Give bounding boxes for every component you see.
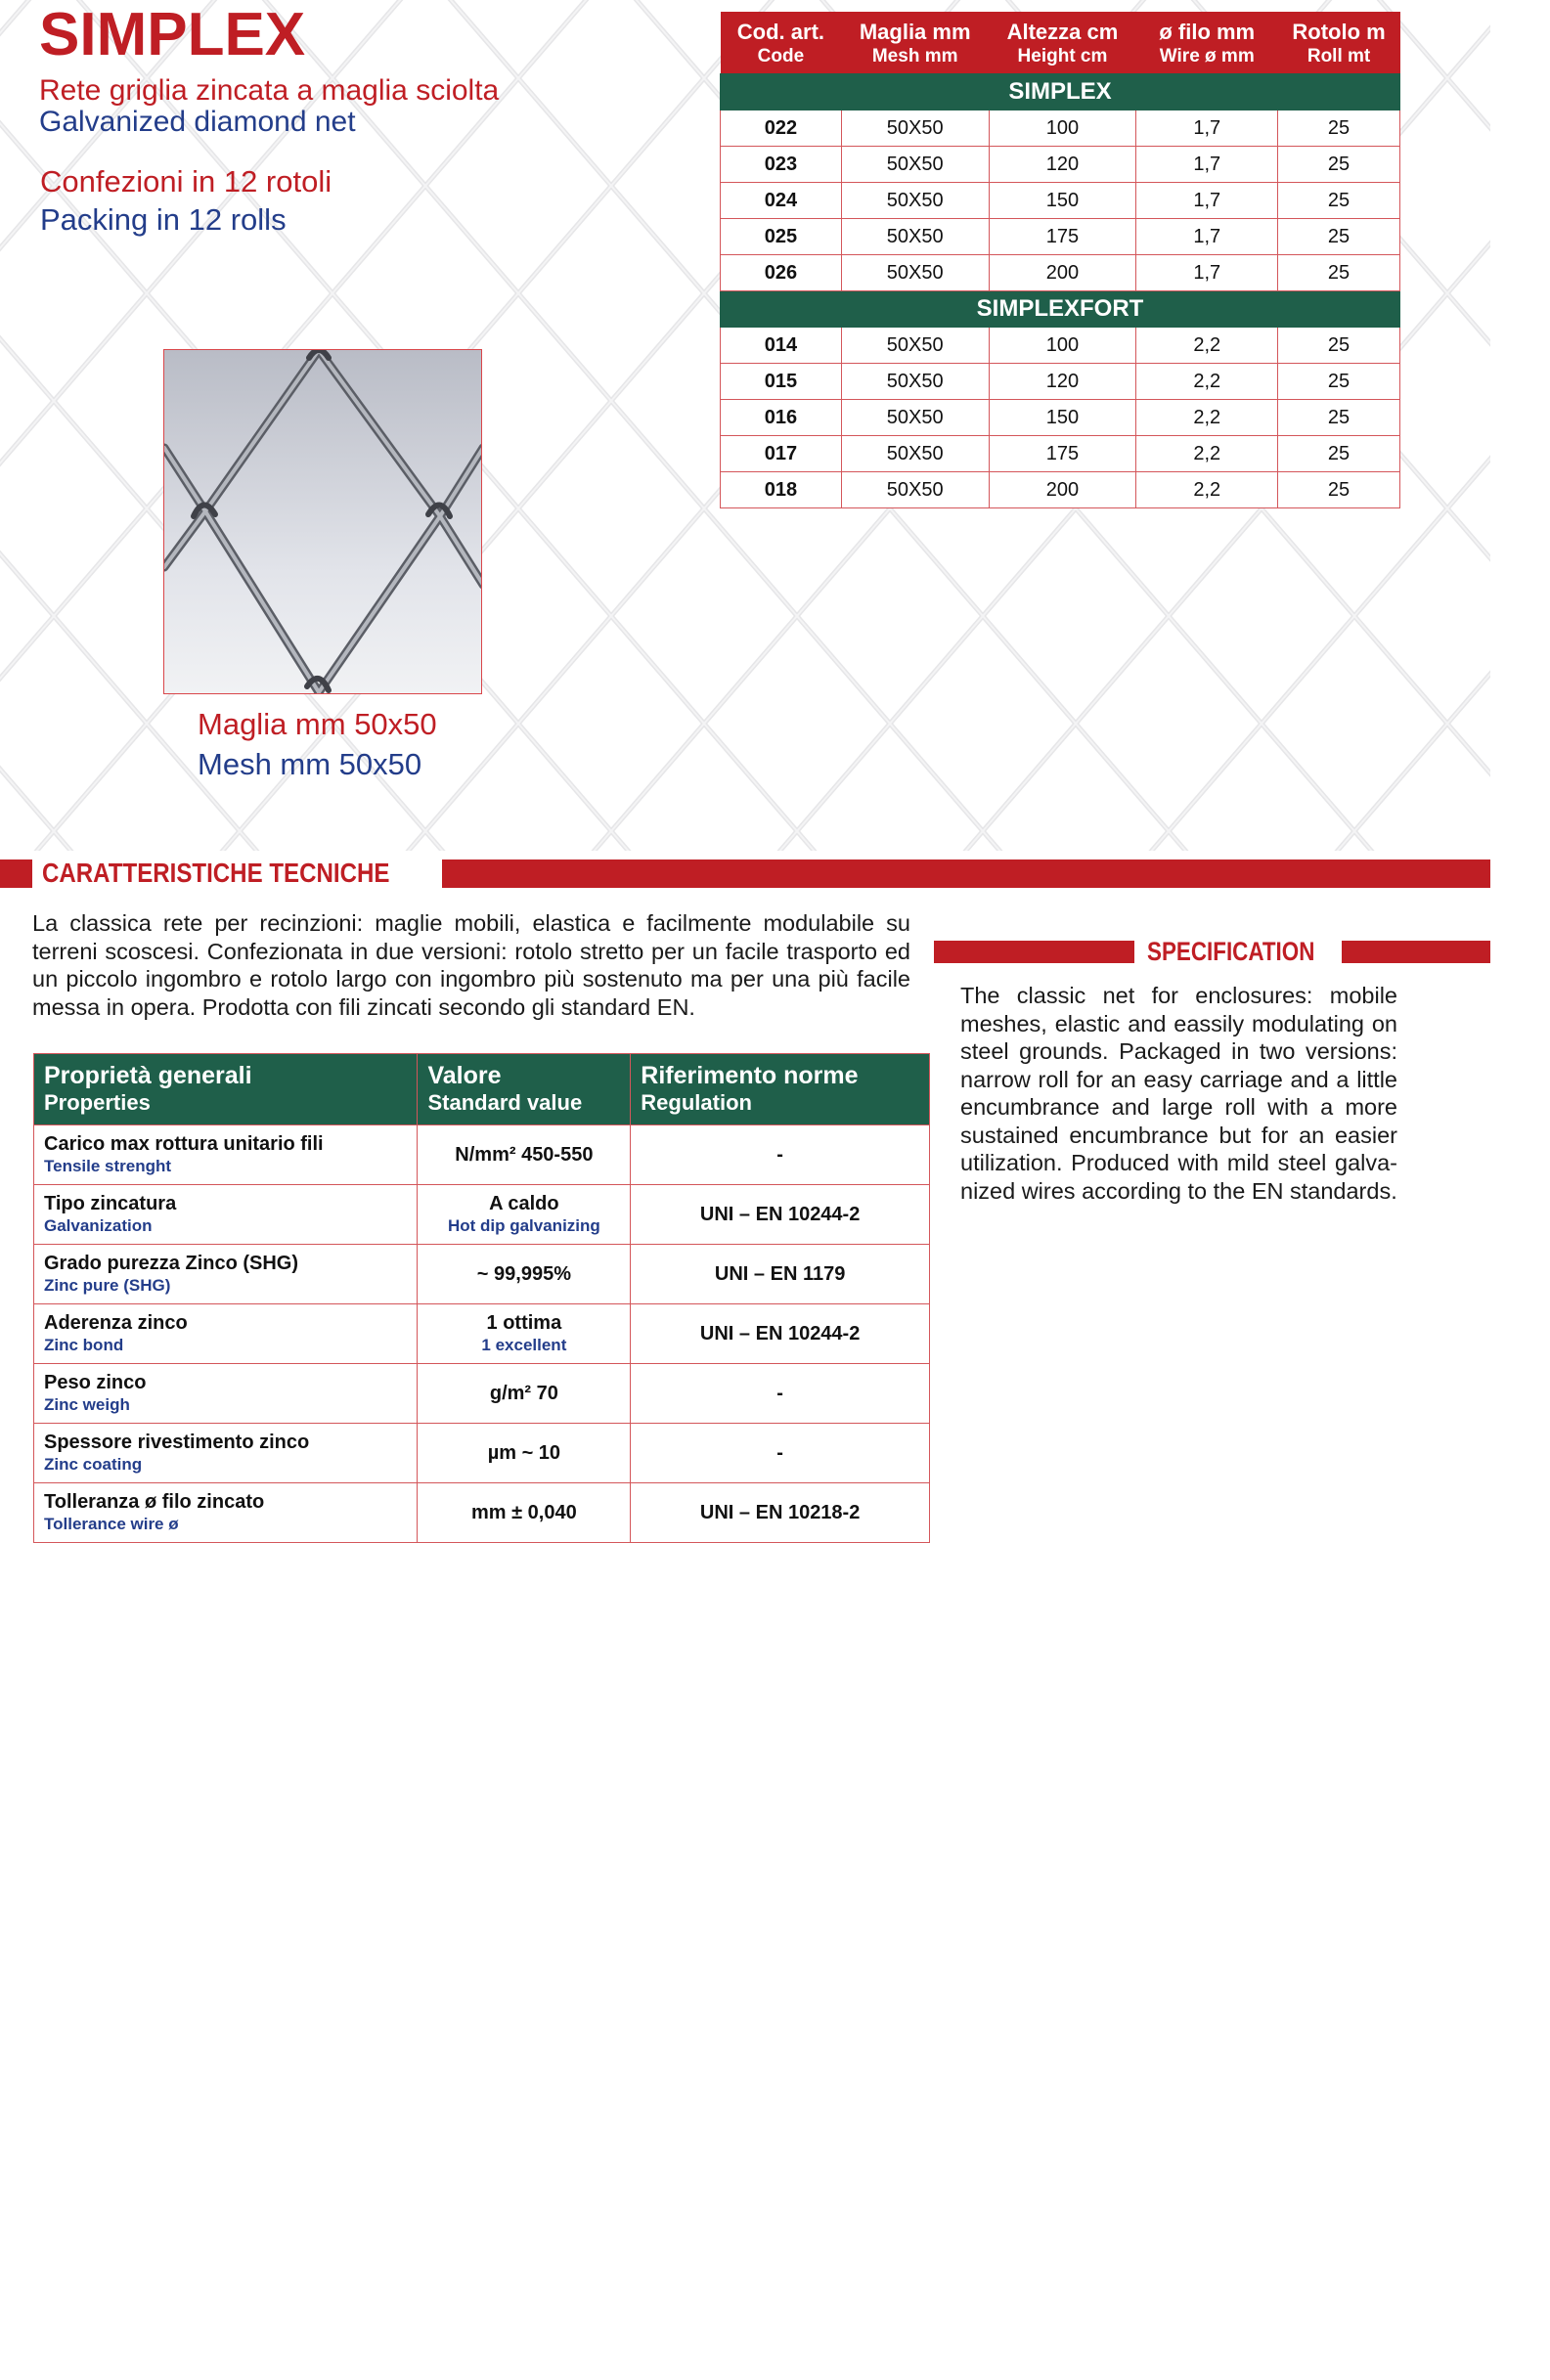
properties-table-body	[34, 1125, 930, 1543]
group-band-row	[721, 74, 1400, 110]
cell-height: 120	[989, 364, 1136, 400]
property-name-english: Galvanization	[44, 1216, 153, 1235]
property-name: Carico max rottura unitario fili	[44, 1133, 324, 1155]
cell-roll-length: 25	[1278, 436, 1400, 472]
cell-code: 024	[721, 183, 842, 219]
property-name: Spessore rivestimento zinco	[44, 1432, 310, 1453]
tech-description: La classica rete per recinzioni: maglie mobili, elastica e facilmente modulabile su terreni scoscesi. Confezionata in due versioni: rotolo stretto per un facile trasporto ed un piccolo ingombro e rotolo largo con ingombro più sostenuto ma per una più facile messa in opera. Prodotta con fili zincati secondo gli standard EN.	[32, 910, 910, 1020]
cell-mesh: 50X50	[841, 255, 989, 291]
section-title-spec: SPECIFICATION	[1147, 937, 1315, 966]
value-text: N/mm² 450-550	[455, 1144, 594, 1166]
cell-regulation: -	[631, 1125, 930, 1185]
cell-value	[418, 1364, 631, 1424]
cell-roll-length: 25	[1278, 364, 1400, 400]
value-text: 1 ottima	[486, 1312, 562, 1334]
column-header-label: Maglia mm	[859, 19, 971, 44]
property-name: Peso zinco	[44, 1372, 147, 1393]
cell-height: 175	[989, 436, 1136, 472]
column-header-roll	[1278, 12, 1400, 74]
value-text-english: Hot dip galvanizing	[447, 1216, 600, 1235]
cell-code: 015	[721, 364, 842, 400]
column-header-label: Riferimento norme	[641, 1062, 859, 1089]
column-header-sublabel: Properties	[44, 1090, 151, 1115]
column-header-value	[418, 1054, 631, 1125]
cell-regulation: UNI – EN 10244-2	[631, 1304, 930, 1364]
cell-value	[418, 1245, 631, 1304]
cell-mesh: 50X50	[841, 364, 989, 400]
table-row	[721, 436, 1400, 472]
section-bar-left	[0, 859, 32, 888]
table-row	[721, 328, 1400, 364]
cell-mesh: 50X50	[841, 219, 989, 255]
cell-mesh: 50X50	[841, 400, 989, 436]
table-row	[34, 1304, 930, 1364]
group-band-row	[721, 291, 1400, 328]
table-row	[34, 1364, 930, 1424]
column-header-mesh	[841, 12, 989, 74]
cell-wire-diameter: 2,2	[1136, 400, 1278, 436]
spec-bar-left	[934, 941, 1134, 963]
cell-code: 026	[721, 255, 842, 291]
column-header-label: ø filo mm	[1159, 19, 1256, 44]
column-header-label: Proprietà generali	[44, 1062, 252, 1089]
cell-wire-diameter: 1,7	[1136, 147, 1278, 183]
cell-height: 200	[989, 472, 1136, 508]
cell-mesh: 50X50	[841, 147, 989, 183]
column-header-label: Valore	[427, 1062, 502, 1089]
cell-mesh: 50X50	[841, 183, 989, 219]
cell-property	[34, 1424, 418, 1483]
column-header-sublabel: Height cm	[1017, 45, 1108, 66]
table-row	[721, 147, 1400, 183]
product-title: SIMPLEX	[39, 1, 306, 68]
cell-code: 025	[721, 219, 842, 255]
spec-description: The classic net for enclosures: mobile meshes, elastic and eassily modulating on steel grounds. Packaged in two versions: narrow roll for an easy carriage and a little encumbrance and large roll with a more sustained encumbrance but for an easier utilization. Produced with mild steel galva-nized wires according to the EN standards.	[960, 983, 1397, 1204]
column-header-sublabel: Mesh mm	[871, 45, 958, 66]
product-table-header	[721, 12, 1400, 74]
cell-roll-length: 25	[1278, 219, 1400, 255]
cell-roll-length: 25	[1278, 147, 1400, 183]
cell-height: 150	[989, 400, 1136, 436]
table-row	[721, 400, 1400, 436]
cell-height: 120	[989, 147, 1136, 183]
cell-wire-diameter: 1,7	[1136, 255, 1278, 291]
value-text-english: 1 excellent	[481, 1336, 567, 1354]
column-header-height	[989, 12, 1136, 74]
cell-roll-length: 25	[1278, 328, 1400, 364]
property-name-english: Tensile strenght	[44, 1157, 172, 1175]
cell-code: 022	[721, 110, 842, 147]
section-bar-right	[442, 859, 1490, 888]
cell-height: 100	[989, 110, 1136, 147]
cell-height: 175	[989, 219, 1136, 255]
column-header-properties	[34, 1054, 418, 1125]
property-name-english: Zinc bond	[44, 1336, 124, 1354]
cell-roll-length: 25	[1278, 400, 1400, 436]
column-header-label: Cod. art.	[736, 19, 825, 44]
cell-height: 150	[989, 183, 1136, 219]
cell-mesh: 50X50	[841, 436, 989, 472]
group-band-simplexfort: SIMPLEXFORT	[721, 291, 1400, 328]
cell-wire-diameter: 1,7	[1136, 219, 1278, 255]
cell-code: 014	[721, 328, 842, 364]
cell-mesh: 50X50	[841, 328, 989, 364]
property-name: Tolleranza ø filo zincato	[44, 1491, 265, 1513]
cell-property	[34, 1304, 418, 1364]
product-table	[720, 12, 1400, 508]
cell-code: 016	[721, 400, 842, 436]
column-header-sublabel: Code	[757, 45, 805, 66]
column-header-label: Rotolo m	[1292, 19, 1386, 44]
table-row	[34, 1483, 930, 1543]
subtitle-english: Galvanized diamond net	[39, 106, 356, 138]
property-name-english: Zinc coating	[44, 1455, 143, 1474]
cell-code: 018	[721, 472, 842, 508]
cell-regulation: UNI – EN 10244-2	[631, 1185, 930, 1245]
cell-value	[418, 1125, 631, 1185]
column-header-sublabel: Regulation	[641, 1090, 752, 1115]
cell-value	[418, 1483, 631, 1543]
value-text: g/m² 70	[489, 1383, 558, 1404]
mesh-photo	[163, 349, 482, 694]
cell-code: 023	[721, 147, 842, 183]
cell-regulation: -	[631, 1424, 930, 1483]
table-row	[721, 364, 1400, 400]
property-name-english: Zinc weigh	[44, 1395, 130, 1414]
value-text: ~ 99,995%	[476, 1263, 571, 1285]
table-row	[34, 1185, 930, 1245]
table-row	[721, 472, 1400, 508]
value-text: A caldo	[489, 1193, 559, 1214]
properties-table	[33, 1053, 930, 1543]
cell-wire-diameter: 2,2	[1136, 328, 1278, 364]
cell-wire-diameter: 2,2	[1136, 436, 1278, 472]
table-row	[721, 110, 1400, 147]
value-text: mm ± 0,040	[471, 1502, 577, 1523]
column-header-sublabel: Standard value	[427, 1090, 583, 1115]
cell-roll-length: 25	[1278, 110, 1400, 147]
cell-mesh: 50X50	[841, 110, 989, 147]
spec-bar-right	[1342, 941, 1490, 963]
cell-value	[418, 1185, 631, 1245]
cell-roll-length: 25	[1278, 183, 1400, 219]
table-row	[721, 219, 1400, 255]
value-text: µm ~ 10	[487, 1442, 561, 1464]
column-header-sublabel: Wire ø mm	[1159, 45, 1255, 66]
section-title-tech: CARATTERISTICHE TECNICHE	[42, 858, 390, 888]
cell-property	[34, 1185, 418, 1245]
cell-value	[418, 1304, 631, 1364]
mesh-caption-english: Mesh mm 50x50	[198, 747, 422, 781]
table-row	[721, 183, 1400, 219]
properties-table-header	[34, 1054, 930, 1125]
column-header-wire	[1136, 12, 1278, 74]
cell-wire-diameter: 1,7	[1136, 110, 1278, 147]
cell-mesh: 50X50	[841, 472, 989, 508]
packing-english: Packing in 12 rolls	[40, 202, 287, 237]
cell-property	[34, 1125, 418, 1185]
property-name-english: Zinc pure (SHG)	[44, 1276, 171, 1295]
mesh-caption-italian: Maglia mm 50x50	[198, 707, 437, 741]
cell-code: 017	[721, 436, 842, 472]
property-name: Aderenza zinco	[44, 1312, 188, 1334]
column-header-regulation	[631, 1054, 930, 1125]
cell-height: 100	[989, 328, 1136, 364]
cell-wire-diameter: 1,7	[1136, 183, 1278, 219]
diamond-mesh-photo-icon	[164, 350, 482, 694]
cell-value	[418, 1424, 631, 1483]
column-header-label: Altezza cm	[1006, 19, 1119, 44]
cell-regulation: -	[631, 1364, 930, 1424]
cell-wire-diameter: 2,2	[1136, 472, 1278, 508]
column-header-code	[721, 12, 842, 74]
product-table-body	[721, 74, 1400, 508]
cell-roll-length: 25	[1278, 472, 1400, 508]
cell-regulation: UNI – EN 10218-2	[631, 1483, 930, 1543]
property-name: Grado purezza Zinco (SHG)	[44, 1253, 299, 1274]
column-header-sublabel: Roll mt	[1306, 45, 1371, 66]
table-row	[34, 1245, 930, 1304]
table-row	[34, 1424, 930, 1483]
cell-property	[34, 1245, 418, 1304]
group-band-simplex: SIMPLEX	[721, 74, 1400, 110]
packing-italian: Confezioni in 12 rotoli	[40, 164, 332, 198]
property-name: Tipo zincatura	[44, 1193, 177, 1214]
subtitle-italian: Rete griglia zincata a maglia sciolta	[39, 74, 500, 107]
table-row	[34, 1125, 930, 1185]
cell-property	[34, 1483, 418, 1543]
cell-roll-length: 25	[1278, 255, 1400, 291]
cell-wire-diameter: 2,2	[1136, 364, 1278, 400]
property-name-english: Tollerance wire ø	[44, 1515, 179, 1533]
table-row	[721, 255, 1400, 291]
cell-property	[34, 1364, 418, 1424]
cell-height: 200	[989, 255, 1136, 291]
cell-regulation: UNI – EN 1179	[631, 1245, 930, 1304]
